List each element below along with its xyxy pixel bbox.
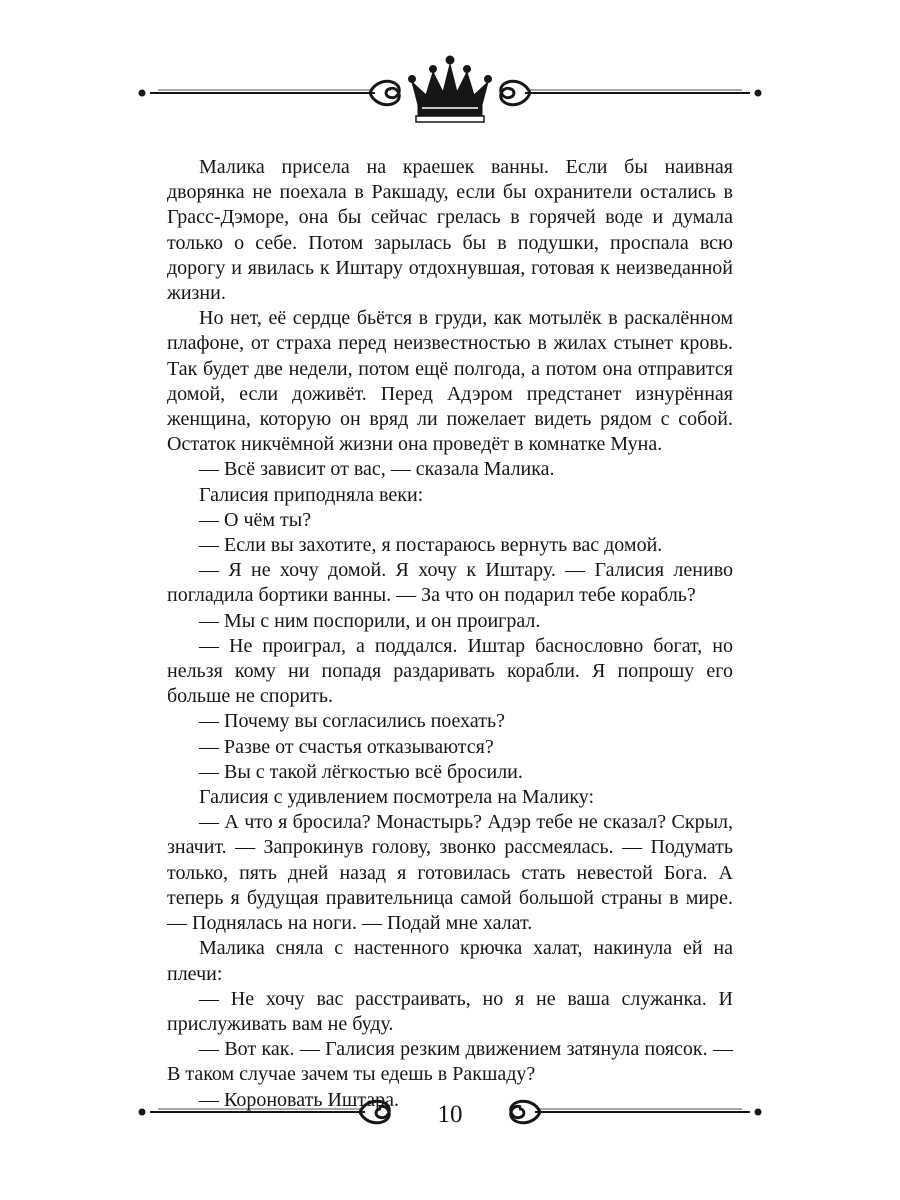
paragraph: — О чём ты? <box>199 508 312 531</box>
footer-dot-left <box>139 1109 145 1115</box>
body-text <box>167 155 733 1113</box>
paragraph: — А что я бросила? Монастырь? Адэр тебе не сказал? Скрыл, значит. — Запрокинув голову, звонко рассмеялась. — Подумать только, пять дней назад я готовилась стать невестой Бога. А теперь я будущая правительница самой большой страны в мире. — Поднялась на ноги. — Подай мне халат. <box>167 811 733 935</box>
paragraph: Галисия приподняла веки: <box>199 483 424 506</box>
paragraph: — Не проиграл, а поддался. Иштар баснословно богат, но нельзя кому ни попадя раздаривать корабли. Я попрошу его больше не спорить. <box>167 634 733 708</box>
page-number: 10 <box>437 1101 463 1128</box>
paragraph: — Не хочу вас расстраивать, но я не ваша служанка. И прислуживать вам не буду. <box>167 987 733 1035</box>
paragraph: — Если вы захотите, я постараюсь вернуть вас домой. <box>199 534 663 557</box>
footer-flourish-right-top <box>511 1101 540 1117</box>
paragraph: Но нет, её сердце бьётся в груди, как мотылёк в раскалённом плафоне, от страха перед неизвестностью в жилах стынет кровь. Так будет две недели, потом ещё полгода, а потом она отправится домой, если доживёт. Перед Адэром предстанет изнурённая женщина, которую он вряд ли пожелает видеть рядом с собой. Остаток никчёмной жизни она проведёт в комнатке Муна. <box>167 307 733 456</box>
paragraph: — Почему вы согласились поехать? <box>199 710 505 733</box>
footer-flourish-right-bottom <box>511 1106 540 1122</box>
paragraph: — Вы с такой лёгкостью всё бросили. <box>199 760 523 783</box>
crown-icon <box>409 56 492 122</box>
paragraph: Малика сняла с настенного крючка халат, накинула ей на плечи: <box>167 937 733 985</box>
header-crown-ornament <box>0 50 900 130</box>
footer-flourish-left-top <box>360 1101 389 1117</box>
paragraph: — Короновать Иштара. <box>199 1088 400 1111</box>
crown-ornament-graphic <box>0 50 900 130</box>
ornament-dot-right <box>755 90 761 96</box>
paragraph: Галисия с удивлением посмотрела на Малику: <box>199 786 595 809</box>
paragraph: — Разве от счастья отказываются? <box>199 735 494 758</box>
paragraph: — Я не хочу домой. Я хочу к Иштару. — Галисия лениво погладила бортики ванны. — За что он подарил тебе корабль? <box>167 559 733 607</box>
paragraph: — Мы с ним поспорили, и он проиграл. <box>199 609 541 632</box>
paragraph: — Вот как. — Галисия резким движением затянула поясок. — В таком случае зачем ты едешь в Ракшаду? <box>167 1038 733 1086</box>
paragraph: — Всё зависит от вас, — сказала Малика. <box>199 458 555 481</box>
paragraph: Малика присела на краешек ванны. Если бы наивная дворянка не поехала в Ракшаду, если бы охранители остались в Грасс-Дэморе, она бы сейчас грелась в горячей воде и думала только о себе. Потом зарылась бы в подушки, проспала всю дорогу и явилась к Иштару отдохнувшая, готовая к неизведанной жизни. <box>167 156 733 305</box>
footer-flourish-left-bottom <box>360 1106 389 1122</box>
footer-dot-right <box>755 1109 761 1115</box>
ornament-dot-left <box>139 90 145 96</box>
